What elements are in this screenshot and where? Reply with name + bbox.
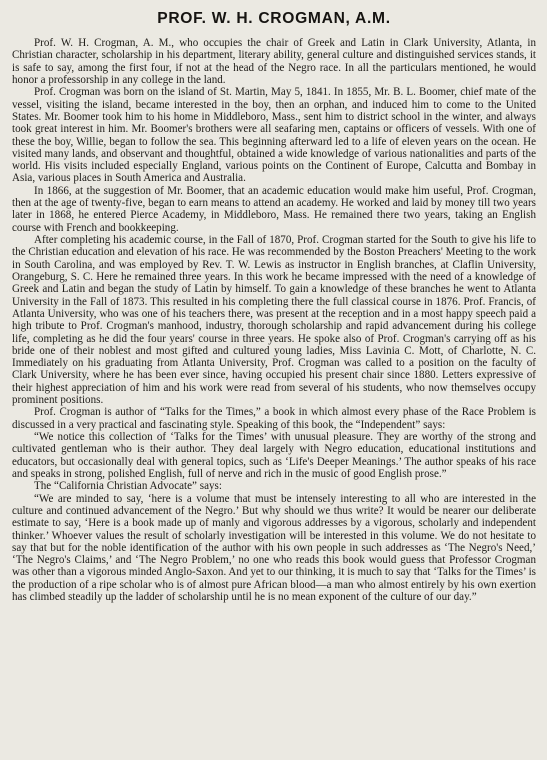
paragraph-intro: Prof. W. H. Crogman, A. M., who occupies the chair of Greek and Latin in Clark University, Atlanta, in Christian character, scholarship in his department, literary ability, general culture and distinguished services stands, it is safe to say, among the first four, if not at the head of the Negro race. In all the particulars mentioned, he would honor a professorship in any college in the land. [12,37,536,86]
paragraph-academy: In 1866, at the suggestion of Mr. Boomer, that an academic education would make him useful, Prof. Crogman, then at the age of twenty-five, began to earn means to attend an academy. He worked and laid by money till two years later in 1868, he entered Pierce Academy, in Middleboro, Mass. He remained there two years, taking an English course with French and bookkeeping. [12,184,536,234]
paragraph-career: After completing his academic course, in the Fall of 1870, Prof. Crogman started for the South to give his life to the Christian education and elevation of his race. He was recommended by the Boston Preachers' Meeting to the work in South Carolina, and was employed by Rev. T. W. Lewis as instructor in English branches, at Claflin University, Orangeburg, S. C. Here he remained three years. In this work he became impressed with the need of a knowledge of Greek and Latin and began the study of Latin by himself. To gain a knowledge of these branches he went to Atlanta University in the Fall of 1873. This resulted in his completing there the full classical course in 1876. Prof. Francis, of Atlanta University, who was one of his teachers there, was present at the reception and in a most happy speech paid a high tribute to Prof. Crogman's manhood, industry, thorough scholarship and rapid advancement during his college life, completing as he did the four years' course in three years. He spoke also of Prof. Crogman's carrying off as his bride one of their noblest and most gifted and cultured young ladies, Miss Lavinia C. Mott, of Charlotte, N. C. Immediately on his graduating from Atlanta University, Prof. Crogman was called to a position on the faculty of Clark University, where he has been ever since, having occupied his present chair since 1880. Letters expressive of their highest appreciation of him and his work were read from several of his students, who now themselves occupy prominent positions. [12,234,536,407]
paragraph-early-life: Prof. Crogman was born on the island of St. Martin, May 5, 1841. In 1855, Mr. B. L. Boomer, chief mate of the vessel, visiting the island, became interested in the boy, then an orphan, and induced him to come to the United States. Mr. Boomer took him to his home in Middleboro, Mass., sent him to district school in the winter, and always took great interest in him. Mr. Boomer's brothers were all seafaring men, captains or officers of vessels. With one of these the boy, Willie, began to follow the sea. This beginning afterward led to a life of eleven years on the ocean. He visited many lands, and observant and thoughtful, obtained a wide knowledge of various nationalities and parts of the world. His visits included especially England, various points on the Continent of Europe, Calcutta and Bombay in Asia, various places in South America and Australia. [12,86,536,185]
paragraph-independent-quote: “We notice this collection of ‘Talks for the Times’ with unusual pleasure. They are worthy of the strong and cultivated gentleman who is their author. They deal largely with Negro education, educational institutions and educators, but occasionally deal with general topics, such as ‘Life's Deeper Meanings.’ The author speaks of his race and speaks in strong, polished English, full of nerve and rich in the music of good English prose.” [12,431,536,480]
page-title: PROF. W. H. CROGMAN, A.M. [157,10,391,27]
article-body [12,37,536,603]
paragraph-advocate-quote: “We are minded to say, ‘here is a volume that must be intensely interesting to all who are interested in the culture and continued advancement of the Negro.’ But why should we thus write? It would be nearer our deliberate estimate to say, ‘Here is a book made up of manly and vigorous addresses by a vigorous, scholarly and independent thinker.’ Whoever values the result of scholarly investigation will be interested in this volume. We do not hesitate to say that but for the noble identification of the author with his own people in such addresses as ‘The Negro's Need,’ ‘The Negro's Claims,’ and ‘The Negro Problem,’ no one who reads this book would guess that Professor Crogman was other than a vigorous minded Anglo-Saxon. And yet to our thinking, it is much to say that ‘Talks for the Times’ is the production of a ripe scholar who is of almost pure African blood—a man who almost entirely by his own exertion has climbed steadily up the ladder of scholarship until he is no mean exponent of the culture of our day.” [12,492,536,604]
paragraph-advocate-intro: The “California Christian Advocate” says: [34,480,222,493]
paragraph-book: Prof. Crogman is author of “Talks for the Times,” a book in which almost every phase of the Race Problem is discussed in a very practical and fascinating style. Speaking of this book, the “Independent” says: [12,406,536,431]
